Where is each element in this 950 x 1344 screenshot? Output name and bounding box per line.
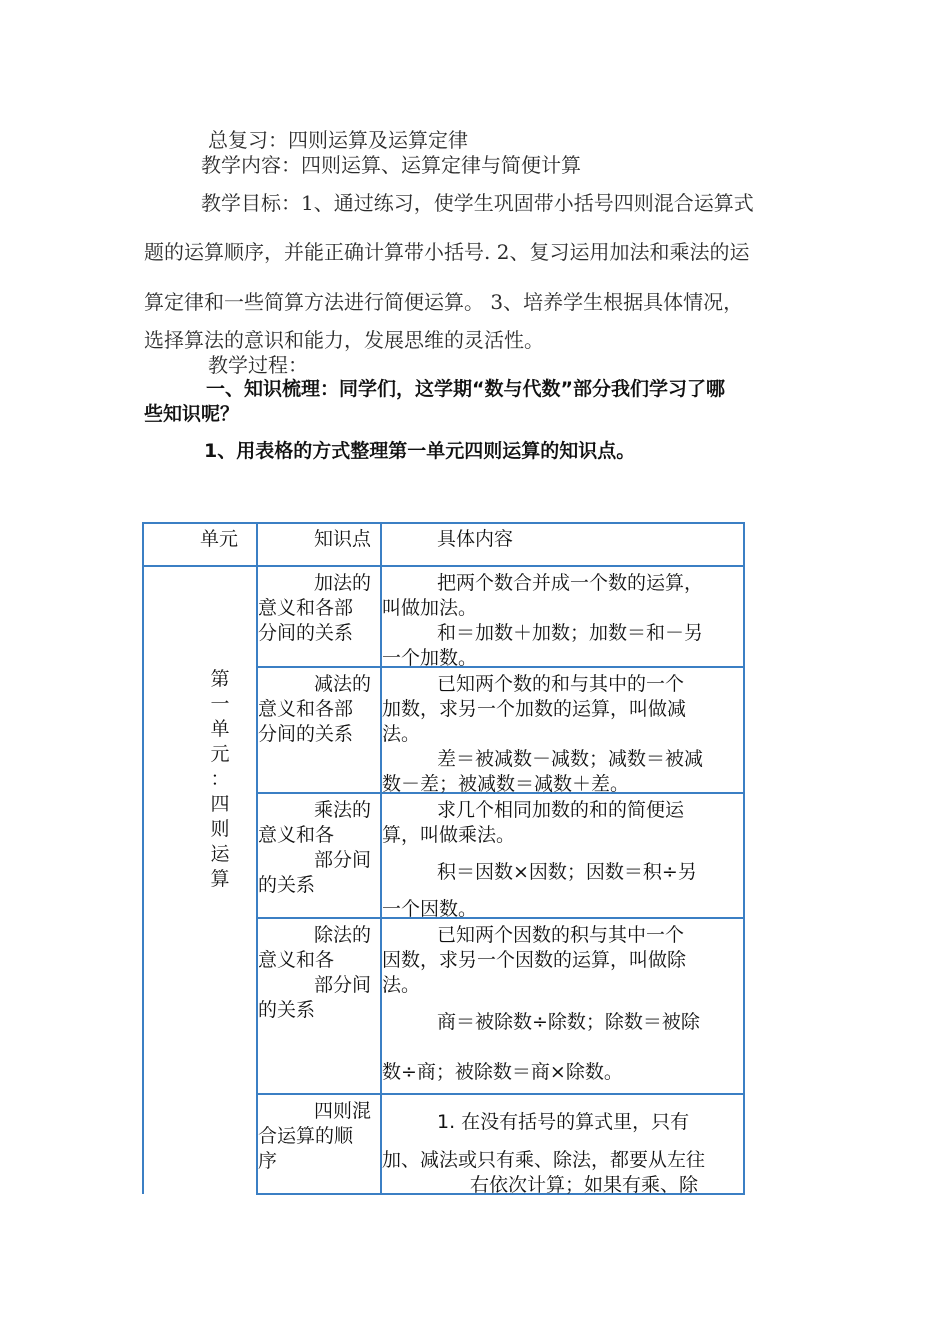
unit-char: 则 bbox=[210, 818, 230, 840]
content-line: 因数，求另一个因数的运算，叫做除 bbox=[382, 949, 687, 971]
goal-line-1: 教学目标：1、通过练习，使学生巩固带小括号四则混合运算式 bbox=[201, 191, 754, 215]
process-label: 教学过程： bbox=[208, 353, 308, 377]
table-border bbox=[256, 666, 745, 668]
knowledge-point: 部分间 bbox=[314, 849, 372, 871]
knowledge-point: 的关系 bbox=[258, 874, 316, 896]
content-line: 法。 bbox=[382, 723, 421, 745]
table-border bbox=[142, 566, 144, 1194]
table-header-point: 知识点 bbox=[314, 528, 372, 550]
content-line: 数÷商；被除数＝商×除数。 bbox=[382, 1061, 623, 1083]
content-line: 加、减法或只有乘、除法，都要从左往 bbox=[382, 1149, 706, 1171]
table-border bbox=[256, 1093, 745, 1095]
table-border bbox=[142, 522, 144, 566]
content-line: 商＝被除数÷除数；除数＝被除 bbox=[437, 1011, 700, 1033]
knowledge-point: 分间的关系 bbox=[258, 723, 354, 745]
table-header-unit: 单元 bbox=[200, 528, 239, 550]
teaching-content: 教学内容：四则运算、运算定律与简便计算 bbox=[201, 153, 581, 177]
knowledge-point: 除法的 bbox=[314, 924, 372, 946]
knowledge-point: 乘法的 bbox=[314, 799, 372, 821]
intro-line-2: 些知识呢？ bbox=[144, 403, 240, 425]
content-line: 已知两个数的和与其中的一个 bbox=[437, 673, 685, 695]
knowledge-point: 加法的 bbox=[314, 572, 372, 594]
content-line: 积＝因数×因数；因数＝积÷另 bbox=[437, 861, 697, 883]
content-line: 把两个数合并成一个数的运算， bbox=[437, 572, 704, 594]
content-line: 1. 在没有括号的算式里，只有 bbox=[437, 1111, 690, 1133]
content-line: 一个因数。 bbox=[382, 898, 478, 920]
knowledge-point: 分间的关系 bbox=[258, 622, 354, 644]
content-line: 差＝被减数－减数；减数＝被减 bbox=[437, 748, 704, 770]
content-line: 数－差；被减数＝减数＋差。 bbox=[382, 773, 630, 795]
content-line: 右依次计算；如果有乘、除 bbox=[470, 1174, 699, 1196]
knowledge-point: 合运算的顺 bbox=[258, 1125, 354, 1147]
goal-line-3: 算定律和一些简算方法进行简便运算。 3、培养学生根据具体情况， bbox=[144, 290, 744, 314]
content-line: 叫做加法。 bbox=[382, 597, 478, 619]
page-title: 总复习：四则运算及运算定律 bbox=[208, 128, 468, 152]
intro-line-1: 一、知识梳理：同学们，这学期“数与代数”部分我们学习了哪 bbox=[206, 378, 725, 400]
content-line: 已知两个因数的积与其中一个 bbox=[437, 924, 685, 946]
goal-line-2: 题的运算顺序，并能正确计算带小括号. 2、复习运用加法和乘法的运 bbox=[144, 240, 750, 264]
unit-char: 四 bbox=[210, 793, 230, 815]
knowledge-point: 的关系 bbox=[258, 999, 316, 1021]
knowledge-point: 四则混 bbox=[314, 1100, 372, 1122]
knowledge-point: 序 bbox=[258, 1150, 278, 1172]
content-line: 求几个相同加数的和的简便运 bbox=[437, 799, 685, 821]
knowledge-point: 减法的 bbox=[314, 673, 372, 695]
knowledge-point: 意义和各部 bbox=[258, 597, 354, 619]
unit-char: 元 bbox=[210, 743, 230, 765]
unit-name bbox=[208, 667, 232, 892]
task-heading: 1、用表格的方式整理第一单元四则运算的知识点。 bbox=[204, 440, 636, 462]
unit-char: 算 bbox=[210, 868, 230, 890]
content-line: 算，叫做乘法。 bbox=[382, 824, 516, 846]
table-header-content: 具体内容 bbox=[437, 528, 514, 550]
knowledge-point: 意义和各部 bbox=[258, 698, 354, 720]
knowledge-point: 部分间 bbox=[314, 974, 372, 996]
unit-char: ： bbox=[210, 768, 230, 790]
table-border bbox=[142, 565, 745, 567]
unit-char: 一 bbox=[210, 693, 230, 715]
content-line: 和＝加数＋加数；加数＝和－另 bbox=[437, 622, 704, 644]
table-border bbox=[256, 917, 745, 919]
content-line: 法。 bbox=[382, 974, 421, 996]
knowledge-point: 意义和各 bbox=[258, 949, 335, 971]
unit-char: 单 bbox=[210, 718, 230, 740]
content-line: 加数，求另一个加数的运算，叫做减 bbox=[382, 698, 687, 720]
goal-line-4: 选择算法的意识和能力，发展思维的灵活性。 bbox=[144, 328, 544, 352]
unit-char: 第 bbox=[210, 668, 230, 690]
content-line: 一个加数。 bbox=[382, 647, 478, 669]
knowledge-point: 意义和各 bbox=[258, 824, 335, 846]
unit-char: 运 bbox=[210, 843, 230, 865]
